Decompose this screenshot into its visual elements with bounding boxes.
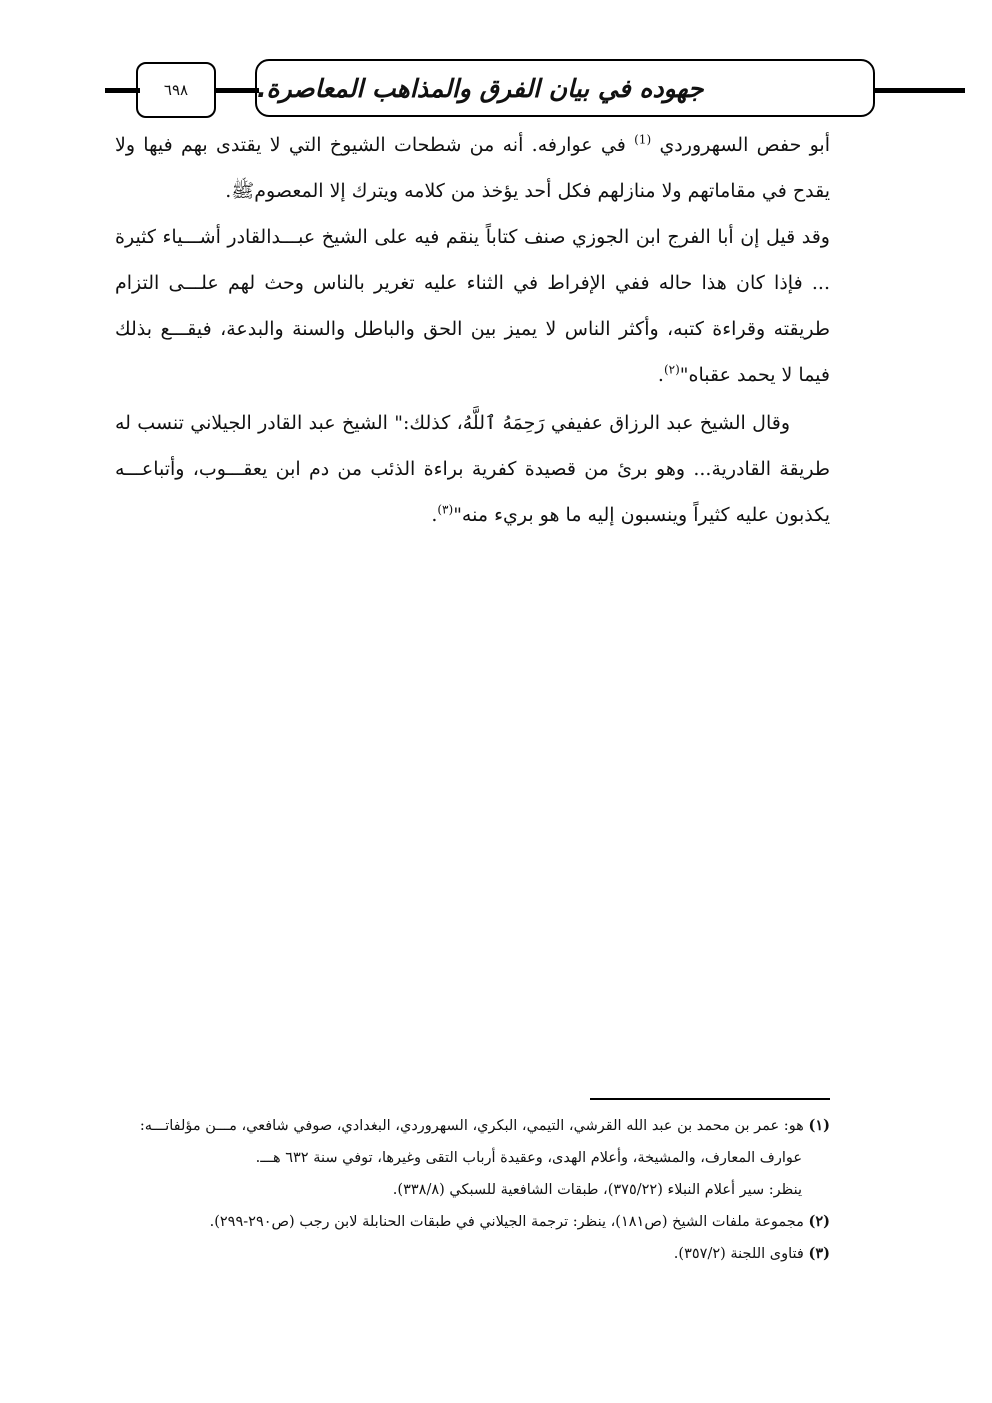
footnote-1-line-1: هو: عمر بن محمد بن عبد الله القرشي، التيمي، البكري، السهروردي، البغدادي، صوفي شافعي، مـــن مؤلفاتـــه: [139,1118,809,1134]
main-text [115,122,830,538]
footnote-3-text: فتاوى اللجنة (٣٥٧/٢). [673,1246,809,1262]
footnote-1-line-3: ينظر: سير أعلام النبلاء (٣٧٥/٢٢)، طبقات الشافعية للسبكي (٣٣٨/٨). [392,1182,802,1198]
paragraph-2-end: . [657,364,664,386]
footnote-1-number: (١) [808,1117,830,1134]
running-title-text: جهوده في بيان الفرق والمذاهب المعاصرة. [257,73,704,103]
page-number [136,62,216,118]
header-rule-right [873,88,965,93]
paragraph-1-rest: في عوارفه. أنه من شطحات الشيوخ التي لا يقتدى بهم فيها ولا يقدح في مقاماتهم ولا منازلهم فكل أحد يؤخذ من كلامه ويترك إلا المعصومﷺ. [115,134,830,202]
footnote-2 [115,1206,830,1238]
page-number-text: ٦٩٨ [163,81,189,99]
paragraph-2 [115,214,830,398]
footnote-3 [115,1238,830,1270]
footnote-3-number: (٣) [808,1245,830,1262]
paragraph-3-end: . [431,504,438,526]
footnote-ref-3[interactable]: (٣) [437,502,454,517]
paragraph-1 [115,122,830,214]
paragraph-3 [115,400,830,538]
footnote-1-line-2: عوارف المعارف، والمشيخة، وأعلام الهدى، وعقيدة أرباب التقى وغيرها، توفي سنة ٦٣٢ هـــ. [255,1150,802,1166]
paragraph-3-text: وقال الشيخ عبد الرزاق عفيفي رَحِمَهُ ٱللَّهُ، كذلك:" الشيخ عبد القادر الجيلاني تنسب له طريقة القادرية... وهو برئ من قصيدة كفرية براءة الذئب من دم ابن يعقـــوب، وأتباعـــه يكذبون عليه كثيراً وينسبون إليه ما هو بريء منه" [115,412,830,526]
header-rule-middle [216,88,259,93]
paragraph-1-start: أبو حفص السهروردي [659,134,830,156]
footnote-ref-2[interactable]: (٢) [663,362,680,377]
header-rule-left [105,88,140,93]
footnote-ref-1[interactable]: (1) [634,132,652,147]
footnote-separator [590,1098,830,1100]
footnote-2-text: مجموعة ملفات الشيخ (ص١٨١)، ينظر: ترجمة الجيلاني في طبقات الحنابلة لابن رجب (ص٢٩٠-٢٩٩). [209,1214,809,1230]
paragraph-2-text: وقد قيل إن أبا الفرج ابن الجوزي صنف كتاباً ينقم فيه على الشيخ عبـــدالقادر أشـــياء كثيرة ... فإذا كان هذا حاله ففي الإفراط في الثناء عليه تغرير بالناس وحث لهم علـــى التزام طريقته وقراءة كتبه، وأكثر الناس لا يميز بين الحق والباطل والسنة والبدعة، فيقـــع بذلك فيما لا يحمد عقباه" [115,226,830,386]
footnote-1 [115,1110,830,1142]
footnote-2-number: (٢) [808,1213,830,1230]
running-title [255,59,875,117]
footnotes [115,1110,830,1270]
